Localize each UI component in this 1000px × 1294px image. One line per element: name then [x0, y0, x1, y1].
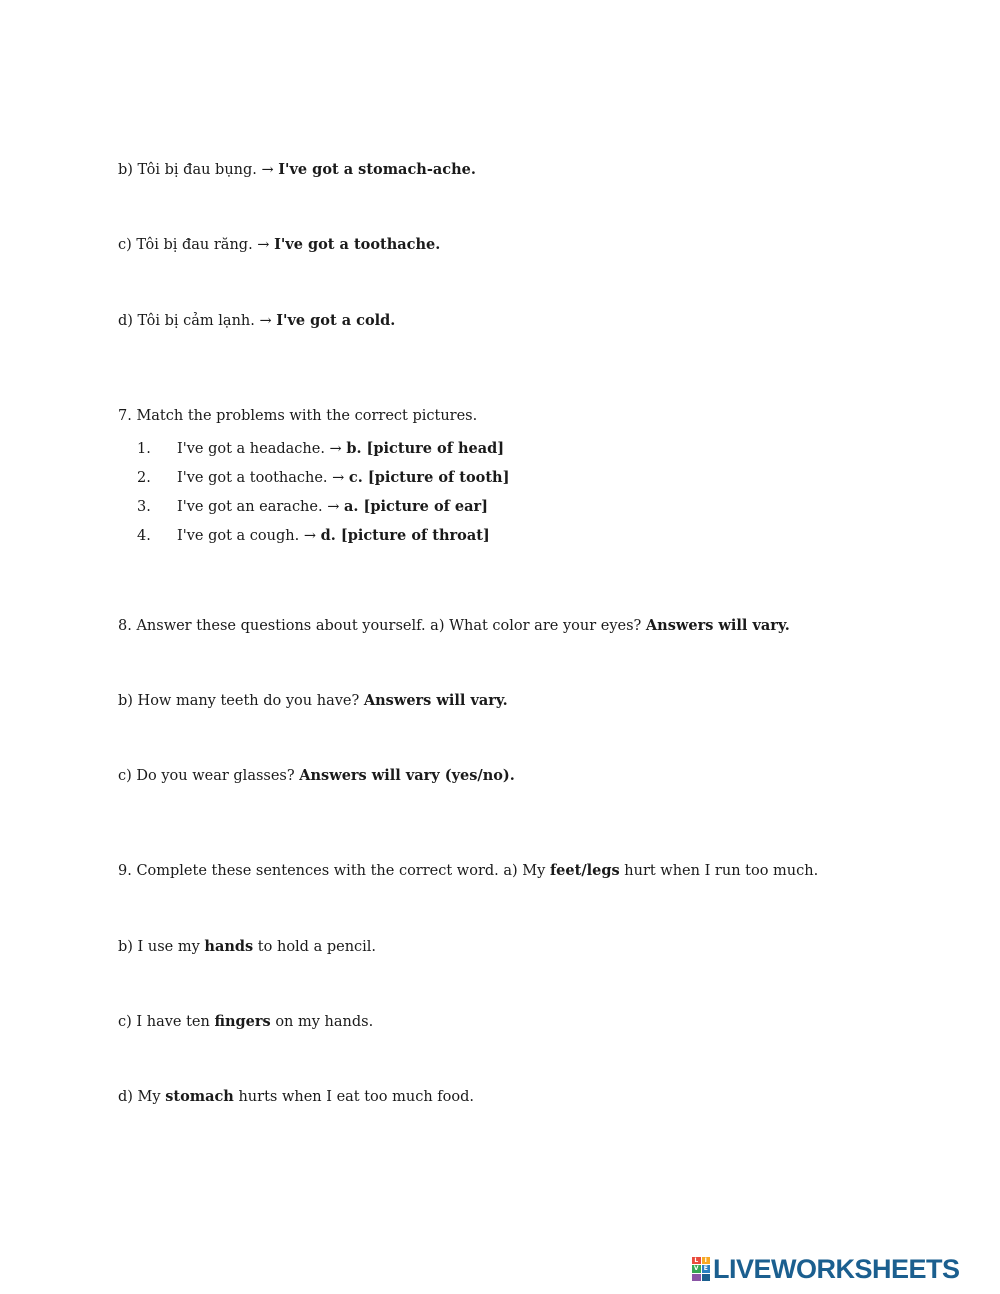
q9-d-after: hurts when I eat too much food. — [233, 1089, 475, 1105]
q8-c — [118, 766, 515, 786]
q8-b-answer: Answers will vary. — [363, 692, 508, 709]
q9-c-after: on my hands. — [270, 1014, 374, 1030]
q7-item-1 — [177, 439, 504, 459]
q6-d-answer: I've got a cold. — [276, 312, 396, 329]
logo-mark-cell: V — [693, 1265, 699, 1273]
q7-item-2-text: I've got a toothache. → — [177, 470, 349, 486]
q9-b-before: b) I use my — [118, 939, 205, 955]
q6-c-answer: I've got a toothache. — [274, 236, 441, 253]
q9-a-after: hurt when I run too much. — [619, 863, 819, 879]
q7-item-2-number: 2. — [137, 470, 151, 486]
q9-c — [118, 1012, 373, 1032]
q7-item-3-text: I've got an earache. → — [177, 499, 344, 515]
q7-item-4-number: 4. — [137, 528, 151, 544]
q9-b-answer: hands — [204, 938, 254, 955]
q9-b-after: to hold a pencil. — [253, 939, 377, 955]
q7-item-2 — [177, 468, 509, 488]
q8-b-prompt: b) How many teeth do you have? — [118, 693, 364, 709]
q7-title: 7. Match the problems with the correct pictures. — [118, 408, 478, 424]
logo-mark-cell — [692, 1274, 701, 1281]
q9-b — [118, 937, 376, 957]
q6-c — [118, 235, 440, 255]
q7-item-4-text: I've got a cough. → — [177, 528, 321, 544]
liveworksheets-logo — [692, 1255, 960, 1283]
q9-d — [118, 1087, 474, 1107]
q9-c-answer: fingers — [214, 1013, 271, 1030]
q9-a-answer: feet/legs — [549, 862, 620, 879]
logo-mark-icon — [692, 1257, 710, 1281]
q8-c-prompt: c) Do you wear glasses? — [118, 768, 300, 784]
q9-c-before: c) I have ten — [118, 1014, 215, 1030]
q6-d-prompt: d) Tôi bị cảm lạnh. → — [118, 313, 277, 329]
q8-b — [118, 691, 508, 711]
q9-d-before: d) My — [118, 1089, 166, 1105]
logo-mark-cell: L — [692, 1257, 701, 1264]
q6-d — [118, 311, 395, 331]
q8-a — [118, 616, 790, 636]
q7-item-3-answer: a. [picture of ear] — [343, 498, 489, 515]
q7-item-1-answer: b. [picture of head] — [346, 440, 505, 457]
q6-b — [118, 160, 476, 180]
logo-mark-cell — [702, 1274, 711, 1281]
q7-item-2-answer: c. [picture of tooth] — [348, 469, 510, 486]
logo-mark-cell: E — [702, 1265, 711, 1272]
q6-b-answer: I've got a stomach-ache. — [278, 161, 476, 178]
q9-a — [118, 861, 818, 881]
q8-a-answer: Answers will vary. — [645, 617, 790, 634]
q9-d-answer: stomach — [165, 1088, 234, 1105]
q6-b-prompt: b) Tôi bị đau bụng. → — [118, 162, 279, 178]
q6-c-prompt: c) Tôi bị đau răng. → — [118, 237, 275, 253]
q7-item-1-text: I've got a headache. → — [177, 441, 347, 457]
q7-item-4-answer: d. [picture of throat] — [320, 527, 490, 544]
q8-c-answer: Answers will vary (yes/no). — [299, 767, 515, 784]
q8-a-prompt: 8. Answer these questions about yourself. a) What color are your eyes? — [118, 618, 646, 634]
q7-item-4 — [177, 526, 490, 546]
logo-mark-cell: I — [702, 1257, 711, 1264]
q7-item-3 — [177, 497, 488, 517]
q9-a-before: 9. Complete these sentences with the correct word. a) My — [118, 863, 550, 879]
q7-item-3-number: 3. — [137, 499, 151, 515]
q7-item-1-number: 1. — [137, 441, 151, 457]
logo-text: LIVEWORKSHEETS — [713, 1253, 960, 1284]
